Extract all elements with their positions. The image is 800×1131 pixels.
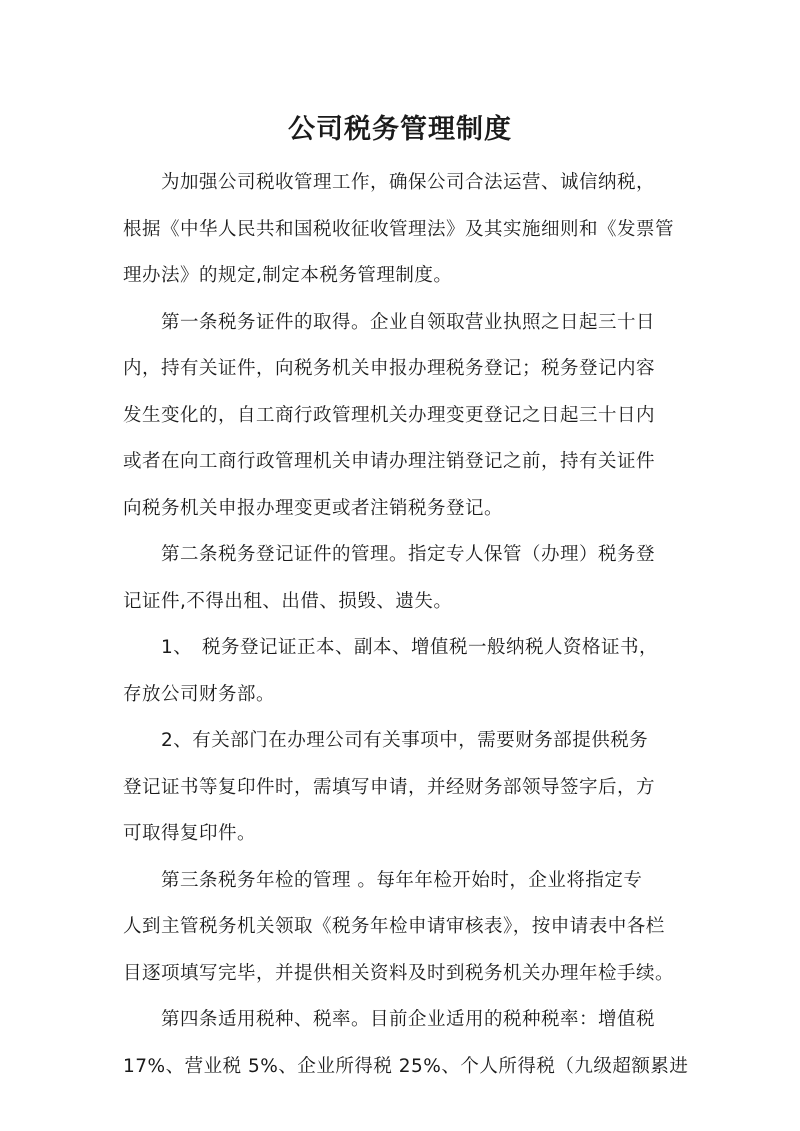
text-line: 可取得复印件。 [123, 823, 257, 844]
text-line: 人到主管税务机关领取《税务年检申请审核表》，按申请表中各栏 [123, 916, 665, 937]
text-line: 记证件,不得出租、出借、损毁、遗失。 [123, 590, 453, 612]
text-line: 存放公司财务部。 [123, 683, 276, 705]
text-line: 向税务机关申报办理变更或者注销税务登记。 [123, 497, 504, 519]
text-line: 第四条适用税种、税率。目前企业适用的税种税率：增值税 [123, 1009, 656, 1030]
document-body [123, 160, 693, 1090]
text-line: 第三条税务年检的管理 。每年年检开始时，企业将指定专 [123, 869, 643, 891]
text-line: 登记证书等复印件时，需填写申请，并经财务部领导签字后，方 [123, 776, 656, 798]
text-line: 为加强公司税收管理工作，确保公司合法运营、诚信纳税， [123, 172, 656, 193]
text-line: 内，持有关证件，向税务机关申报办理税务登记；税务登记内容 [123, 358, 656, 379]
text-line: 1、 税务登记证正本、副本、增值税一般纳税人资格证书， [123, 637, 659, 658]
text-line: 根据《中华人民共和国税收征收管理法》及其实施细则和《发票管 [123, 218, 675, 240]
text-line: 第一条税务证件的取得。企业自领取营业执照之日起三十日 [123, 311, 656, 333]
document-title: 公司税务管理制度 [288, 114, 512, 145]
text-line: 第二条税务登记证件的管理。指定专人保管（办理）税务登 [123, 544, 656, 565]
text-line: 2、有关部门在办理公司有关事项中，需要财务部提供税务 [123, 730, 649, 751]
text-line: 理办法》的规定,制定本税务管理制度。 [123, 265, 453, 286]
text-line: 目逐项填写完毕，并提供相关资料及时到税务机关办理年检手续。 [123, 962, 675, 984]
text-line: 17%、营业税 5%、企业所得税 25%、个人所得税（九级超额累进 [123, 1055, 689, 1077]
text-line: 发生变化的，自工商行政管理机关办理变更登记之日起三十日内 [123, 404, 656, 426]
text-line: 或者在向工商行政管理机关申请办理注销登记之前，持有关证件 [123, 451, 656, 472]
